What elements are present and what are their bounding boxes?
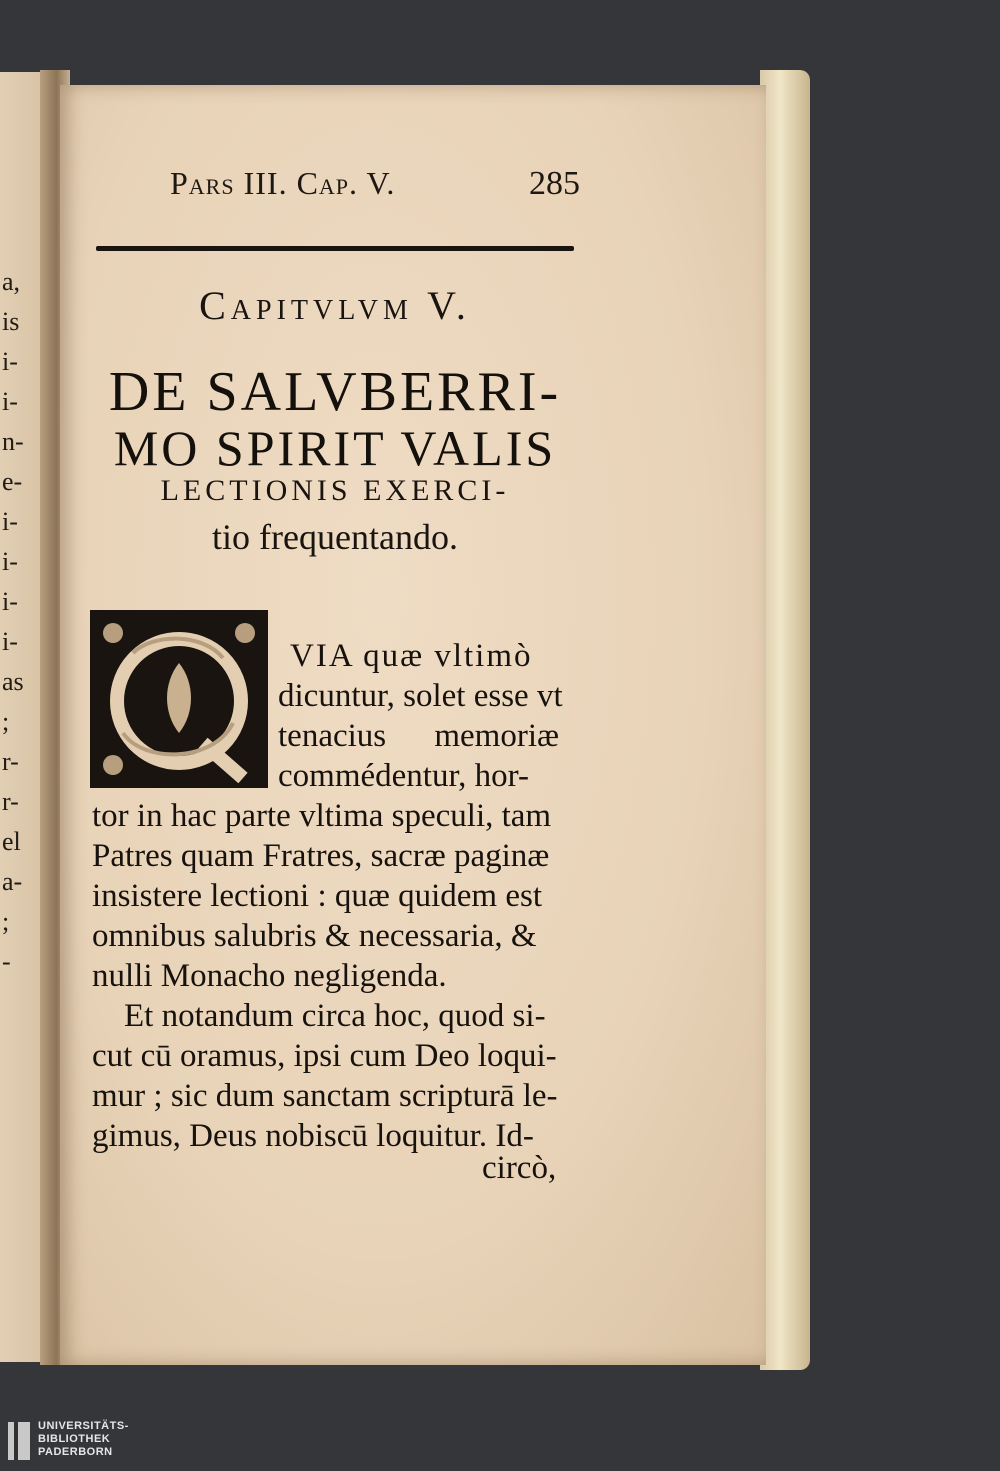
decorated-initial-q <box>90 610 268 788</box>
header-rule <box>96 246 574 251</box>
body-line: VIA quæ vltimò <box>290 638 533 674</box>
body-line: cut cū oramus, ipsi cum Deo loqui- <box>92 1038 557 1074</box>
body-line: dicuntur, solet esse vt <box>278 678 563 714</box>
library-logo <box>8 1418 168 1466</box>
running-head-text: Pars III. Cap. V. <box>170 165 396 201</box>
body-line: omnibus salubris & necessaria, & <box>92 918 537 954</box>
library-logo-text <box>38 1420 129 1459</box>
body-line: tor in hac parte vltima speculi, tam <box>92 798 552 834</box>
chapter-title-line-2: MO SPIRIT VALIS <box>113 420 557 476</box>
chapter-title-line-4: tio frequentando. <box>212 517 458 557</box>
library-logo-line: PADERBORN <box>38 1446 113 1458</box>
cover-edge <box>760 70 810 1370</box>
running-head <box>110 165 580 205</box>
library-logo-icon <box>8 1422 30 1460</box>
left-page-text-fragments: a, is i- i- n- e- i- i- i- i- as ; r- r- el a- ; - <box>2 267 24 976</box>
body-line: insistere lectioni : quæ quidem est <box>92 878 543 914</box>
body-line: mur ; sic dum sanctam scripturā le- <box>92 1078 558 1114</box>
chapter-label: Capitvlvm V. <box>199 283 471 328</box>
ornament-icon <box>93 613 265 785</box>
body-line: commédentur, hor- <box>278 758 529 794</box>
page-number: 285 <box>529 165 580 202</box>
chapter-title-line-1: DE SALVBERRI- <box>108 361 562 423</box>
library-logo-line: BIBLIOTHEK <box>38 1433 111 1445</box>
body-line: gimus, Deus nobiscū loquitur. Id- <box>92 1118 534 1154</box>
catchword: circò, <box>482 1150 557 1186</box>
body-line: tenacius memoriæ <box>278 718 560 754</box>
body-line: Patres quam Fratres, sacræ paginæ <box>92 838 550 874</box>
library-logo-line: UNIVERSITÄTS- <box>38 1420 129 1432</box>
body-line: nulli Monacho negligenda. <box>92 958 447 994</box>
chapter-title-line-3: LECTIONIS EXERCI- <box>160 474 510 507</box>
body-line: Et notandum circa hoc, quod si- <box>124 998 546 1034</box>
